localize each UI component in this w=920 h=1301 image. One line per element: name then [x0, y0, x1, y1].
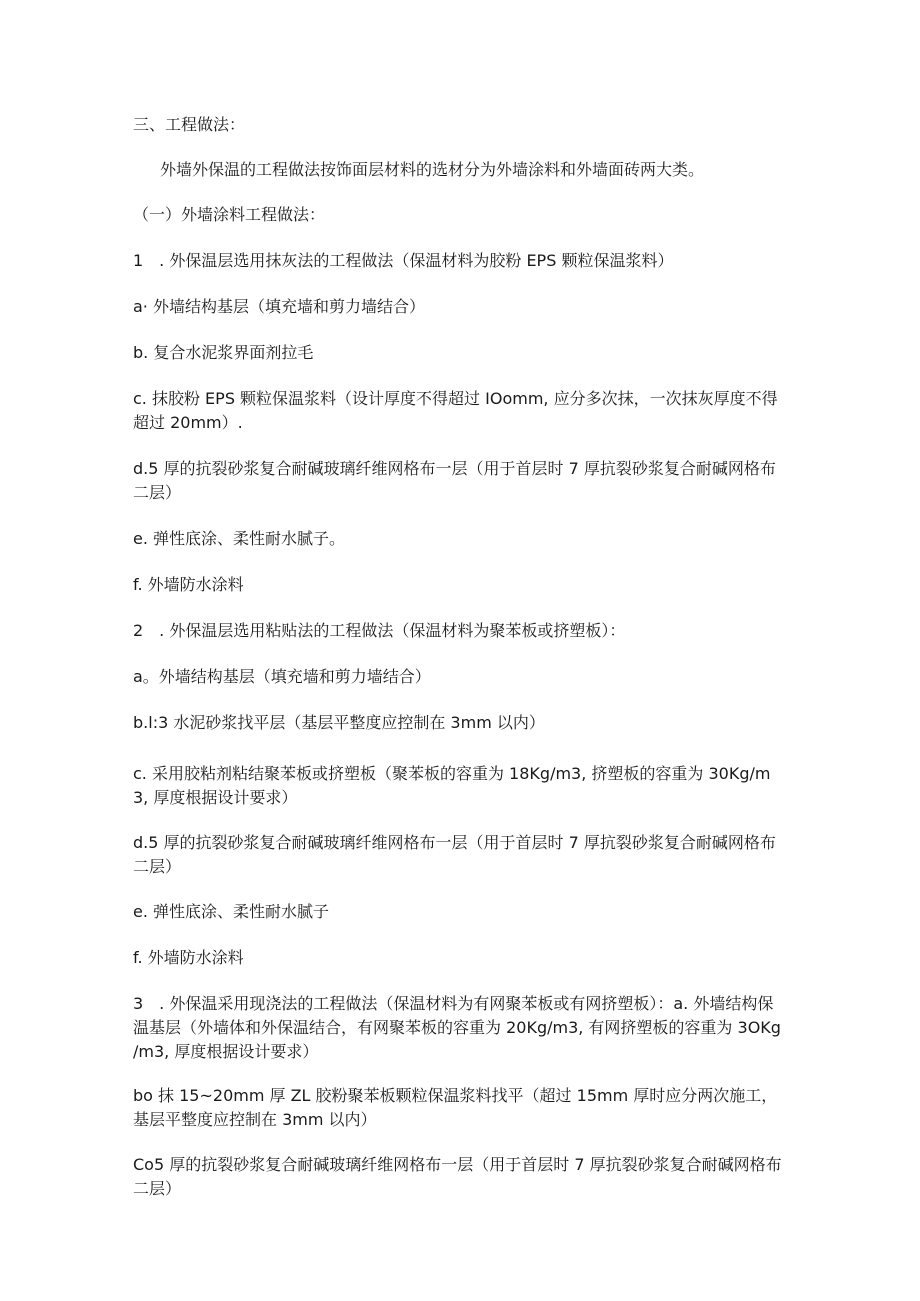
- method-1-heading: 1 . 外保温层选用抹灰法的工程做法（保温材料为胶粉 EPS 颗粒保温浆料）: [133, 251, 674, 270]
- method-3-step-c: Co5 厚的抗裂砂浆复合耐碱玻璃纤维网格布一层（用于首层时 7 厚抗裂砂浆复合耐碱网格布二层）: [133, 1155, 782, 1198]
- method-2-step-f: f. 外墙防水涂料: [133, 948, 244, 967]
- method-1-step-d: d.5 厚的抗裂砂浆复合耐碱玻璃纤维网格布一层（用于首层时 7 厚抗裂砂浆复合耐碱网格布二层）: [133, 459, 776, 502]
- section-heading: 三、工程做法：: [133, 115, 246, 134]
- subsection-heading: （一）外墙涂料工程做法：: [133, 205, 326, 224]
- method-1-step-a: a· 外墙结构基层（填充墙和剪力墙结合）: [133, 297, 425, 316]
- method-2-step-b: b.l:3 水泥砂浆找平层（基层平整度应控制在 3mm 以内）: [133, 713, 545, 732]
- method-1-step-c: c. 抹胶粉 EPS 颗粒保温浆料（设计厚度不得超过 IOomm, 应分多次抹，一次抹灰厚度不得超过 20mm）.: [133, 389, 778, 432]
- method-1-step-f: f. 外墙防水涂料: [133, 575, 244, 594]
- intro-paragraph: 外墙外保温的工程做法按饰面层材料的选材分为外墙涂料和外墙面砖两大类。: [160, 160, 705, 179]
- method-2-heading: 2 . 外保温层选用粘贴法的工程做法（保温材料为聚苯板或挤塑板）：: [133, 621, 626, 640]
- method-1-step-e: e. 弹性底涂、柔性耐水腻子。: [133, 529, 346, 548]
- method-3-step-b: bo 抹 15~20mm 厚 ZL 胶粉聚苯板颗粒保温浆料找平（超过 15mm 厚时应分两次施工，基层平整度应控制在 3mm 以内）: [133, 1086, 778, 1129]
- method-1-step-b: b. 复合水泥浆界面剂拉毛: [133, 343, 314, 362]
- method-3-heading-and-step-a: 3 . 外保温采用现浇法的工程做法（保温材料为有网聚苯板或有网挤塑板）：a. 外墙结构保温基层（外墙体和外保温结合，有网聚苯板的容重为 20Kg∕m3, 有网挤塑板的容重为 3OKg∕m3, 厚度根据设计要求）: [133, 994, 781, 1061]
- method-2-step-e: e. 弹性底涂、柔性耐水腻子: [133, 902, 330, 921]
- method-2-step-d: d.5 厚的抗裂砂浆复合耐碱玻璃纤维网格布一层（用于首层时 7 厚抗裂砂浆复合耐碱网格布二层）: [133, 833, 776, 876]
- method-2-step-a: a。外墙结构基层（填充墙和剪力墙结合）: [133, 667, 431, 686]
- method-2-step-c: c. 采用胶粘剂粘结聚苯板或挤塑板（聚苯板的容重为 18Kg∕m3, 挤塑板的容重为 30Kg∕m3, 厚度根据设计要求）: [133, 764, 771, 807]
